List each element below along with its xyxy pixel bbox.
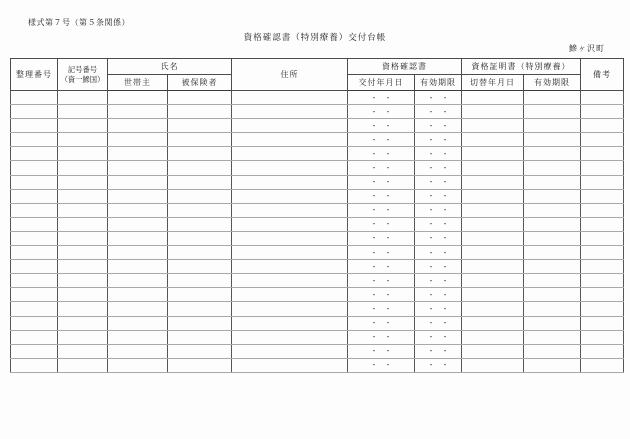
header-symbol-number (58, 59, 108, 91)
cell-valid1: ・ ・ (415, 302, 462, 316)
cell-switch_date (462, 344, 524, 358)
cell-symbol (58, 288, 108, 302)
cell-householder (108, 203, 168, 217)
cell-valid1: ・ ・ (415, 274, 462, 288)
cell-address (232, 91, 348, 105)
header-issue-date: 交付年月日 (348, 75, 415, 91)
cell-issue_date: ・ ・ (348, 161, 415, 175)
header-remarks: 備考 (581, 59, 624, 91)
cell-serial (11, 231, 58, 245)
cell-valid1: ・ ・ (415, 175, 462, 189)
cell-switch_date (462, 105, 524, 119)
cell-switch_date (462, 358, 524, 372)
cell-remarks (581, 189, 624, 203)
cell-switch_date (462, 175, 524, 189)
table-row (11, 147, 624, 161)
table-row (11, 105, 624, 119)
cell-issue_date: ・ ・ (348, 302, 415, 316)
cell-valid2 (524, 119, 581, 133)
cell-switch_date (462, 133, 524, 147)
cell-insured (168, 119, 232, 133)
cell-switch_date (462, 217, 524, 231)
cell-valid1: ・ ・ (415, 288, 462, 302)
cell-householder (108, 358, 168, 372)
cell-serial (11, 147, 58, 161)
cell-switch_date (462, 189, 524, 203)
cell-householder (108, 119, 168, 133)
table-row (11, 260, 624, 274)
table-row (11, 189, 624, 203)
cell-householder (108, 344, 168, 358)
cell-switch_date (462, 316, 524, 330)
ledger-table (10, 58, 624, 373)
cell-issue_date: ・ ・ (348, 119, 415, 133)
cell-insured (168, 217, 232, 231)
cell-valid2 (524, 203, 581, 217)
cell-remarks (581, 133, 624, 147)
cell-serial (11, 260, 58, 274)
cell-switch_date (462, 161, 524, 175)
cell-serial (11, 288, 58, 302)
cell-valid2 (524, 161, 581, 175)
cell-householder (108, 288, 168, 302)
cell-switch_date (462, 246, 524, 260)
cell-symbol (58, 302, 108, 316)
cell-address (232, 175, 348, 189)
cell-serial (11, 203, 58, 217)
cell-address (232, 246, 348, 260)
cell-valid2 (524, 330, 581, 344)
cell-serial (11, 105, 58, 119)
cell-serial (11, 217, 58, 231)
cell-valid1: ・ ・ (415, 147, 462, 161)
cell-symbol (58, 161, 108, 175)
cell-symbol (58, 344, 108, 358)
cell-address (232, 203, 348, 217)
table-row (11, 316, 624, 330)
cell-valid2 (524, 105, 581, 119)
cell-remarks (581, 147, 624, 161)
cell-remarks (581, 231, 624, 245)
header-switch-date: 切替年月日 (462, 75, 524, 91)
cell-remarks (581, 105, 624, 119)
cell-valid2 (524, 344, 581, 358)
table-row (11, 288, 624, 302)
cell-symbol (58, 133, 108, 147)
cell-insured (168, 288, 232, 302)
cell-address (232, 260, 348, 274)
cell-address (232, 217, 348, 231)
cell-address (232, 344, 348, 358)
cell-valid2 (524, 316, 581, 330)
table-row (11, 217, 624, 231)
header-name-group: 氏名 (108, 59, 232, 75)
cell-address (232, 105, 348, 119)
cell-valid2 (524, 288, 581, 302)
cell-valid1: ・ ・ (415, 344, 462, 358)
cell-insured (168, 274, 232, 288)
cell-serial (11, 316, 58, 330)
cell-symbol (58, 105, 108, 119)
cell-address (232, 147, 348, 161)
header-insured-person: 被保険者 (168, 75, 232, 91)
cell-householder (108, 133, 168, 147)
table-row (11, 344, 624, 358)
cell-serial (11, 119, 58, 133)
cell-valid1: ・ ・ (415, 203, 462, 217)
header-valid-until-2: 有効期限 (524, 75, 581, 91)
cell-issue_date: ・ ・ (348, 344, 415, 358)
cell-address (232, 119, 348, 133)
table-row (11, 161, 624, 175)
cell-serial (11, 161, 58, 175)
cell-valid1: ・ ・ (415, 133, 462, 147)
cell-symbol (58, 119, 108, 133)
cell-valid1: ・ ・ (415, 231, 462, 245)
cell-remarks (581, 246, 624, 260)
cell-valid1: ・ ・ (415, 246, 462, 260)
cell-householder (108, 231, 168, 245)
cell-issue_date: ・ ・ (348, 217, 415, 231)
cell-remarks (581, 344, 624, 358)
cell-valid2 (524, 91, 581, 105)
cell-switch_date (462, 274, 524, 288)
cell-serial (11, 91, 58, 105)
cell-remarks (581, 217, 624, 231)
cell-symbol (58, 91, 108, 105)
cell-issue_date: ・ ・ (348, 330, 415, 344)
cell-householder (108, 189, 168, 203)
cell-serial (11, 358, 58, 372)
cell-symbol (58, 217, 108, 231)
cell-valid1: ・ ・ (415, 330, 462, 344)
cell-symbol (58, 358, 108, 372)
cell-address (232, 288, 348, 302)
cell-remarks (581, 91, 624, 105)
cell-serial (11, 302, 58, 316)
cell-insured (168, 302, 232, 316)
cell-valid1: ・ ・ (415, 260, 462, 274)
cell-valid2 (524, 231, 581, 245)
cell-householder (108, 274, 168, 288)
cell-issue_date: ・ ・ (348, 274, 415, 288)
cell-valid2 (524, 260, 581, 274)
cell-remarks (581, 302, 624, 316)
table-row (11, 133, 624, 147)
cell-issue_date: ・ ・ (348, 288, 415, 302)
table-row (11, 246, 624, 260)
cell-householder (108, 91, 168, 105)
cell-symbol (58, 175, 108, 189)
cell-remarks (581, 161, 624, 175)
ledger-header (11, 59, 624, 91)
cell-address (232, 316, 348, 330)
cell-symbol (58, 330, 108, 344)
cell-switch_date (462, 330, 524, 344)
cell-valid2 (524, 217, 581, 231)
cell-serial (11, 274, 58, 288)
cell-symbol (58, 274, 108, 288)
cell-address (232, 133, 348, 147)
header-symbol-number-line1: 記号番号 (67, 65, 98, 75)
cell-valid1: ・ ・ (415, 105, 462, 119)
cell-serial (11, 133, 58, 147)
municipality-label: 鰺ヶ沢町 (569, 44, 605, 53)
header-certificate-group: 資格確認書 (348, 59, 462, 75)
cell-householder (108, 246, 168, 260)
cell-issue_date: ・ ・ (348, 203, 415, 217)
ledger-body (11, 91, 624, 373)
cell-symbol (58, 316, 108, 330)
cell-symbol (58, 246, 108, 260)
cell-symbol (58, 147, 108, 161)
cell-valid2 (524, 133, 581, 147)
page-title: 資格確認書（特別療養）交付台帳 (243, 32, 387, 42)
cell-remarks (581, 288, 624, 302)
cell-valid1: ・ ・ (415, 189, 462, 203)
cell-issue_date: ・ ・ (348, 260, 415, 274)
cell-serial (11, 175, 58, 189)
table-row (11, 119, 624, 133)
cell-issue_date: ・ ・ (348, 316, 415, 330)
cell-issue_date: ・ ・ (348, 91, 415, 105)
cell-remarks (581, 330, 624, 344)
table-row (11, 302, 624, 316)
cell-issue_date: ・ ・ (348, 147, 415, 161)
cell-symbol (58, 260, 108, 274)
cell-serial (11, 330, 58, 344)
cell-insured (168, 91, 232, 105)
form-number: 様式第７号（第５条関係） (28, 18, 130, 27)
header-valid-until-1: 有効期限 (415, 75, 462, 91)
cell-insured (168, 344, 232, 358)
table-row (11, 91, 624, 105)
cell-householder (108, 147, 168, 161)
cell-valid2 (524, 147, 581, 161)
header-householder: 世帯主 (108, 75, 168, 91)
cell-householder (108, 217, 168, 231)
cell-issue_date: ・ ・ (348, 105, 415, 119)
cell-insured (168, 231, 232, 245)
table-row (11, 175, 624, 189)
cell-householder (108, 175, 168, 189)
cell-householder (108, 316, 168, 330)
cell-insured (168, 316, 232, 330)
cell-valid1: ・ ・ (415, 358, 462, 372)
cell-serial (11, 344, 58, 358)
cell-householder (108, 161, 168, 175)
cell-remarks (581, 260, 624, 274)
cell-symbol (58, 231, 108, 245)
cell-switch_date (462, 147, 524, 161)
cell-insured (168, 260, 232, 274)
cell-valid2 (524, 189, 581, 203)
cell-issue_date: ・ ・ (348, 175, 415, 189)
cell-valid1: ・ ・ (415, 217, 462, 231)
cell-issue_date: ・ ・ (348, 246, 415, 260)
cell-remarks (581, 175, 624, 189)
cell-insured (168, 105, 232, 119)
cell-valid2 (524, 274, 581, 288)
header-symbol-number-line2: （資一鰺国） (60, 74, 105, 84)
cell-address (232, 161, 348, 175)
table-row (11, 358, 624, 372)
cell-remarks (581, 274, 624, 288)
cell-switch_date (462, 288, 524, 302)
header-proof-group: 資格証明書（特別療養） (462, 59, 581, 75)
cell-valid2 (524, 175, 581, 189)
cell-symbol (58, 203, 108, 217)
cell-address (232, 330, 348, 344)
cell-serial (11, 189, 58, 203)
cell-issue_date: ・ ・ (348, 133, 415, 147)
cell-insured (168, 147, 232, 161)
cell-issue_date: ・ ・ (348, 358, 415, 372)
cell-householder (108, 330, 168, 344)
cell-insured (168, 330, 232, 344)
cell-insured (168, 175, 232, 189)
header-address: 住所 (232, 59, 348, 91)
cell-switch_date (462, 302, 524, 316)
cell-insured (168, 161, 232, 175)
cell-householder (108, 260, 168, 274)
table-row (11, 330, 624, 344)
cell-serial (11, 246, 58, 260)
cell-address (232, 274, 348, 288)
cell-insured (168, 189, 232, 203)
cell-insured (168, 133, 232, 147)
cell-remarks (581, 119, 624, 133)
cell-householder (108, 302, 168, 316)
cell-valid1: ・ ・ (415, 119, 462, 133)
cell-valid1: ・ ・ (415, 161, 462, 175)
cell-switch_date (462, 119, 524, 133)
header-serial-number: 整理番号 (11, 59, 58, 91)
cell-symbol (58, 189, 108, 203)
cell-insured (168, 203, 232, 217)
table-row (11, 274, 624, 288)
cell-valid2 (524, 302, 581, 316)
cell-address (232, 189, 348, 203)
cell-householder (108, 105, 168, 119)
cell-address (232, 231, 348, 245)
table-row (11, 203, 624, 217)
cell-address (232, 302, 348, 316)
cell-valid2 (524, 358, 581, 372)
header-row-1 (11, 59, 624, 75)
cell-switch_date (462, 260, 524, 274)
cell-insured (168, 246, 232, 260)
cell-switch_date (462, 203, 524, 217)
cell-address (232, 358, 348, 372)
cell-remarks (581, 203, 624, 217)
table-row (11, 231, 624, 245)
cell-valid1: ・ ・ (415, 91, 462, 105)
cell-insured (168, 358, 232, 372)
cell-issue_date: ・ ・ (348, 231, 415, 245)
cell-valid2 (524, 246, 581, 260)
cell-switch_date (462, 91, 524, 105)
cell-valid1: ・ ・ (415, 316, 462, 330)
cell-remarks (581, 316, 624, 330)
cell-switch_date (462, 231, 524, 245)
cell-remarks (581, 358, 624, 372)
cell-issue_date: ・ ・ (348, 189, 415, 203)
